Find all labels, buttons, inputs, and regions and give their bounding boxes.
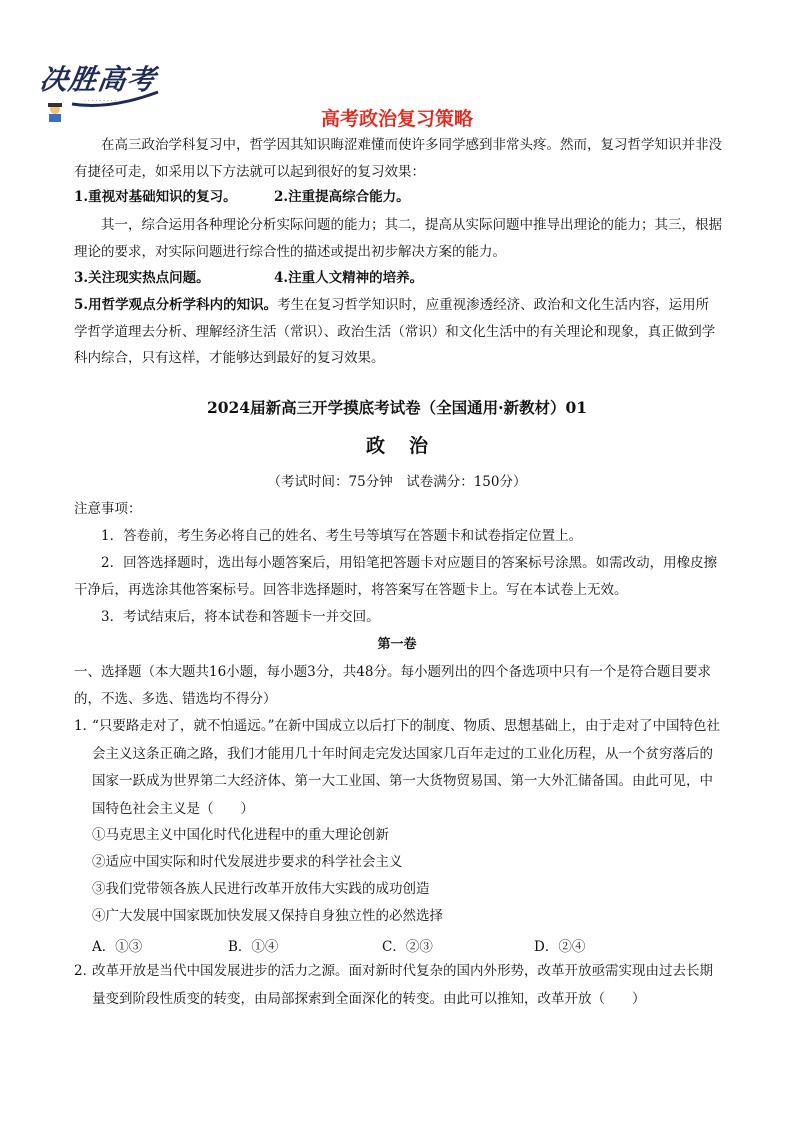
question-1-option-2: ②适应中国实际和时代发展进步要求的科学社会主义 bbox=[92, 854, 403, 870]
question-stem: “只要路走对了，就不怕遥远。”在新中国成立以后打下的制度、物质、思想基础上，由于走对了中国特色社会主义这条正确之路，我们才能用几十年时间走完发达国家几百年走过的工业化历程，从一个贫穷落后的国家一跃成为世界第二大经济体、第一大工业国、第一大货物贸易国、第一大外汇储备国。由此可见，中国特色社会主义是（ ） bbox=[92, 718, 721, 817]
strategy-points-row-2 bbox=[74, 265, 424, 291]
question-2 bbox=[74, 958, 724, 1013]
strategy-point-4: 4.注重人文精神的培养。 bbox=[274, 270, 424, 286]
choice-d: D．②④ bbox=[534, 939, 586, 955]
notice-2: 2．回答选择题时，选出每小题答案后，用铅笔把答题卡对应题目的答案标号涂黑。如需改动，用橡皮擦干净后，再选涂其他答案标号。回答非选择题时，将答案写在答题卡上。写在本试卷上无效。 bbox=[74, 555, 718, 598]
exam-title: 2024届新高三开学摸底考试卷（全国通用·新教材）01 bbox=[206, 398, 588, 417]
strategy-point-1: 1.重视对基础知识的复习。 bbox=[74, 189, 237, 205]
notice-3: 3．考试结束后，将本试卷和答题卡一并交回。 bbox=[101, 609, 380, 625]
subject-title: 政治 bbox=[365, 435, 452, 457]
strategy-points-row-1 bbox=[74, 184, 410, 210]
strategy-intro: 在高三政治学科复习中，哲学因其知识晦涩难懂而使许多同学感到非常头疼。然而，复习哲学知识并非没有捷径可走，如采用以下方法就可以起到很好的复习效果： bbox=[74, 137, 722, 180]
ability-paragraph: 其一，综合运用各种理论分析实际问题的能力；其二，提高从实际问题中推导出理论的能力；其三，根据理论的要求，对实际问题进行综合性的描述或提出初步解决方案的能力。 bbox=[74, 217, 722, 260]
notice-label: 注意事项： bbox=[74, 501, 142, 517]
question-1-option-1: ①马克思主义中国化时代化进程中的重大理论创新 bbox=[92, 827, 389, 843]
notice-1: 1．答卷前，考生务必将自己的姓名、考生号等填写在答题卡和试卷指定位置上。 bbox=[101, 528, 583, 544]
choice-a: A．①③ bbox=[92, 939, 143, 955]
question-number: 2． bbox=[74, 963, 97, 979]
section-label: 第一卷 bbox=[377, 637, 417, 652]
section-intro: 一、选择题（本大题共16小题，每小题3分，共48分。每小题列出的四个备选项中只有一个是符合题目要求的，不选、多选、错选均不得分） bbox=[74, 664, 711, 707]
question-number: 1． bbox=[74, 718, 97, 734]
choice-c: C．②③ bbox=[382, 939, 433, 955]
point-5-heading: 5.用哲学观点分析学科内的知识。 bbox=[74, 297, 278, 313]
time-info: （考试时间：75分钟 试卷满分：150分） bbox=[267, 474, 527, 490]
logo-text: 决胜高考 bbox=[37, 63, 159, 96]
logo-tagline: · · · · · · · · · bbox=[84, 98, 117, 105]
question-1-option-4: ④广大发展中国家既加快发展又保持自身独立性的必然选择 bbox=[92, 908, 443, 924]
strategy-point-2: 2.注重提高综合能力。 bbox=[274, 189, 410, 205]
strategy-point-3: 3.关注现实热点问题。 bbox=[74, 270, 210, 286]
strategy-point-5 bbox=[74, 292, 722, 372]
point-5-text: 考生在复习哲学知识时，应重视渗透经济、政治和文化生活内容，运用所学哲学道理去分析、理解经济生活（常识）、政治生活（常识）和文化生活中的有关理论和现象，真正做到学科内综合，只有这样，才能够达到最好的复习效果。 bbox=[74, 297, 716, 366]
strategy-title: 高考政治复习策略 bbox=[320, 108, 473, 130]
choice-b: B．①④ bbox=[228, 939, 279, 955]
question-1 bbox=[74, 713, 724, 823]
question-stem: 改革开放是当代中国发展进步的活力之源。面对新时代复杂的国内外形势，改革开放亟需实现由过去长期量变到阶段性质变的转变，由局部探索到全面深化的转变。由此可以推知，改革开放（ ） bbox=[92, 963, 713, 1007]
question-1-option-3: ③我们党带领各族人民进行改革开放伟大实践的成功创造 bbox=[92, 881, 430, 897]
